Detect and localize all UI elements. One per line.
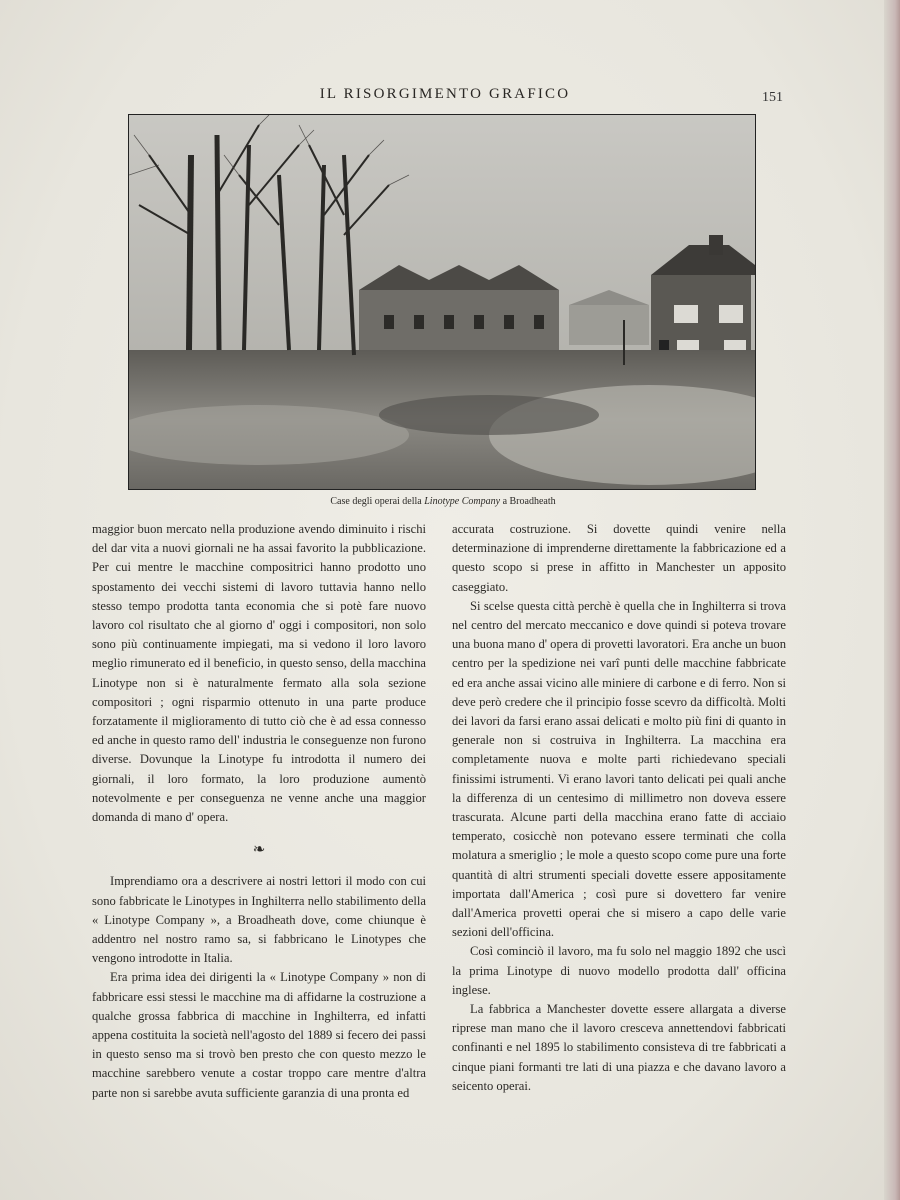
- photo-illustration: [129, 115, 755, 489]
- paragraph: accurata costruzione. Si dovette quindi venire nella determinazione di imprenderne direttamente la fabbricazione ed a questo scopo si prese in affitto in Manchester un apposito caseggiato.: [452, 522, 786, 594]
- caption-text: Case degli operai della: [330, 496, 425, 507]
- paragraph: Così cominciò il lavoro, ma fu solo nel maggio 1892 che uscì la prima Linotype di nuovo modello prodotta dall' officina inglese.: [452, 944, 786, 997]
- caption-italic-text: Linotype Company: [424, 496, 501, 507]
- paragraph: Imprendiamo ora a descrivere ai nostri lettori il modo con cui sono fabbricate le Linotypes in Inghilterra nello stabilimento della « Linotype Company », a Broadheath dove, come chiunque è addentro nel nostro ramo sa, si fabbricano le Linotypes che vengono introdotte in Italia.: [92, 874, 426, 966]
- running-head: IL RISORGIMENTO GRAFICO: [319, 86, 571, 102]
- figure-caption: [130, 496, 756, 507]
- page-number: 151: [762, 90, 783, 105]
- fleuron-ornament-icon: ❧: [252, 842, 266, 859]
- page-edge: [884, 0, 900, 1200]
- left-column: [92, 520, 426, 1103]
- paragraph: Era prima idea dei dirigenti la « Linotype Company » non di fabbricare essi stessi le macchine ma di affidarne la costruzione a qualche grossa fabbrica di macchine in Inghilterra, ed infatti appena costituita la società nell'agosto del 1889 si fecero dei passi in questo senso ma si trovò ben presto che con questo mezzo le macchine sarebbero venute a costar troppo care mentre d'altra parte non si sarebbe avuta sufficiente garanzia di una pronta ed: [92, 970, 426, 1100]
- right-column: [452, 520, 786, 1096]
- photograph-houses-trees-icon: [128, 114, 756, 490]
- paragraph: La fabbrica a Manchester dovette essere allargata a diverse riprese man mano che il lavoro cresceva annettendovi fabbricati confinanti e nel 1895 lo stabilimento consisteva di tre fabbricati a cinque piani formanti tre lati di una piazza e che davano lavoro a seicento operai.: [452, 1002, 786, 1093]
- paragraph: Si scelse questa città perchè è quella che in Inghilterra si trova nel centro del mercato meccanico e dove quindi si poteva trovare una buona mano d' opera di provetti lavoratori. Era anche un buon centro per la spedizione nei varî punti delle macchine fabbricate ed era anche assai vicino alle miniere di carbone e di ferro. Non si deve però credere che il principio fosse scevro da difficoltà. Molti dei lavori da farsi erano assai delicati e molto più fini di quanto in generale non si costruiva in Inghilterra. La macchina era completamente nuova e molte parti richiedevano speciali finissimi istrumenti. Vi erano lavori tanto delicati pei quali anche la differenza di un centesimo di millimetro non doveva essere trascurata. Alcune parti della macchina erano fatte di acciaio temperato, cosicchè non potevano essere terminati che colla molatura a smeriglio ; le mole a questo scopo come pure una forte quantità di altri strumenti speciali dovette essere appositamente importata dall'America ; così pure si dovettero far venire dall'America provetti operai che si misero a capo delle varie sezioni dell'officina.: [452, 598, 786, 940]
- caption-text-end: a Broadheath: [500, 496, 556, 507]
- paragraph: maggior buon mercato nella produzione avendo diminuito i rischi del dar vita a nuovi giornali ne ha assai favorito la pubblicazione. Per cui mentre le macchine compositrici hanno prodotto uno spostamento dei vecchi sistemi di lavoro tuttavia hanno nello stesso tempo prodotta tanta economia che si potè fare nuovo lavoro col risultato che al giorno d' oggi i compositori, non solo sono più continuamente impiegati, ma si vedono il loro lavoro meglio rimunerato ed il beneficio, in questo senso, della macchina Linotype non si è naturalmente fermato alla sola sezione compositori ; ogni risparmio ottenuto in una parte produce forzatamente il miglioramento di tutto ciò che è ad essa connesso ed anche in questo ramo dell' industria le conseguenze non furono diverse. Dovunque la Linotype fu introdotta il numero dei giornali, il loro formato, la loro produzione aumentò notevolmente e per conseguenza ne venne anche una maggior domanda di mano d' opera.: [92, 522, 426, 825]
